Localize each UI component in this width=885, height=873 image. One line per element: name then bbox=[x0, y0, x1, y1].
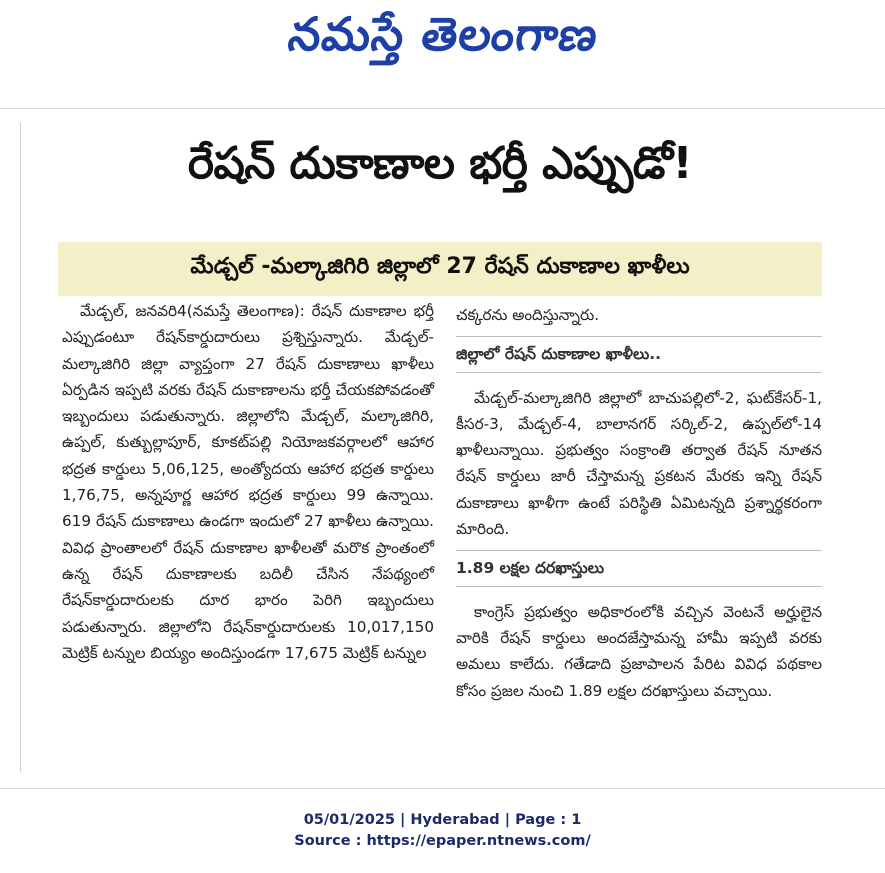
top-divider bbox=[0, 108, 885, 109]
masthead-title: నమస్తే తెలంగాణ bbox=[284, 7, 602, 61]
footer-date-line: 05/01/2025 | Hyderabad | Page : 1 bbox=[303, 812, 582, 828]
article-headline: రేషన్ దుకాణాల భర్తీ ఎప్పుడో! bbox=[187, 138, 693, 189]
right-column-continuation: చక్కరను అందిస్తున్నారు. bbox=[456, 306, 600, 324]
section-text-applications: కాంగ్రెస్ ప్రభుత్వం అధికారంలోకి వచ్చిన వెంటనే అర్హులైన వారికి రేషన్ కార్డులు అందజేస్తామన్న హామీ ఇప్పటి వరకు అమలు కాలేదు. గతేడాది ప్రజాపాలన పేరిట వివిధ పథకాల కోసం ప్రజల నుంచి 1.89 లక్షల దరఖాస్తులు వచ్చాయి. bbox=[456, 602, 822, 700]
section-heading-vacancies: జిల్లాలో రేషన్ దుకాణాల ఖాళీలు.. bbox=[456, 336, 822, 372]
footer-source-link[interactable]: Source : https://epaper.ntnews.com/ bbox=[294, 833, 591, 849]
article-subheadline-bar bbox=[58, 242, 822, 296]
article-subheadline: మేడ్చల్ -మల్కాజిగిరి జిల్లాలో 27 రేషన్ దుకాణాల ఖాళీలు bbox=[190, 254, 690, 279]
article-left-column bbox=[62, 298, 434, 666]
section-text-vacancies: మేడ్చల్-మల్కాజిగిరి జిల్లాలో బాచుపల్లిలో-2, ఘట్‌కేసర్-1, కీసర-3, మేడ్చల్-4, బాలానగర్ సర్కిల్-2, ఉప్పల్‌లో-14 ఖాళీలున్నాయి. ప్రభుత్వం సంక్రాంతి తర్వాత రేషన్ నూతన రేషన్ కార్డులు జారీ చేస్తామన్న ప్రకటన మేరకు ఇన్ని రేషన్ దుకాణాలు ఖాళీగా ఉంటే పరిస్థితి ఏమిటన్నది ప్రశ్నార్థకరంగా మారింది. bbox=[456, 388, 822, 539]
page-footer bbox=[0, 810, 885, 852]
newspaper-masthead bbox=[0, 0, 885, 80]
left-divider bbox=[20, 122, 21, 772]
left-column-text: మేడ్చల్, జనవరి4(నమస్తే తెలంగాణ): రేషన్ దుకాణాల భర్తీ ఎప్పుడంటూ రేషన్‌కార్డుదారులు ప్రశ్నిస్తున్నారు. మేడ్చల్-మల్కాజిగిరి జిల్లా వ్యాప్తంగా 27 రేషన్ దుకాణాలు ఖాళీలు ఏర్పడిన ఇప్పటి వరకు రేషన్ దుకాణాలను భర్తీ చేయకపోవడంతో ఇబ్బందులు పడుతున్నారు. జిల్లాలోని మేడ్చల్, మల్కాజిగిరి, ఉప్పల్, కుత్బుల్లాపూర్, కూకట్‌పల్లి నియోజకవర్గాలలో ఆహార భద్రత కార్డులు 5,06,125, అంత్యోదయ ఆహార భద్రత కార్డులు 1,76,75, అన్నపూర్ణ ఆహార భద్రత కార్డులు 99 ఉన్నాయి. 619 రేషన్ దుకాణాలు ఉండగా ఇందులో 27 ఖాళీలు ఉన్నాయి. వివిధ ప్రాంతాలలో రేషన్ దుకాణాల ఖాళీలతో మరొక ప్రాంతంలో ఉన్న రేషన్ దుకాణాలకు బదిలీ చేసిన నేపథ్యంలో రేషన్‌కార్డుదారులకు దూర భారం పెరిగి ఇబ్బందులు పడుతున్నారు. జిల్లాలోని రేషన్‌కార్డుదారులకు 10,017,150 మెట్రిక్ టన్నుల బియ్యం అందిస్తుండగా 17,675 మెట్రిక్ టన్నుల bbox=[62, 302, 434, 662]
bottom-divider bbox=[0, 788, 885, 789]
article-right-column bbox=[456, 302, 822, 704]
section-heading-applications: 1.89 లక్షల దరఖాస్తులు bbox=[456, 550, 822, 586]
